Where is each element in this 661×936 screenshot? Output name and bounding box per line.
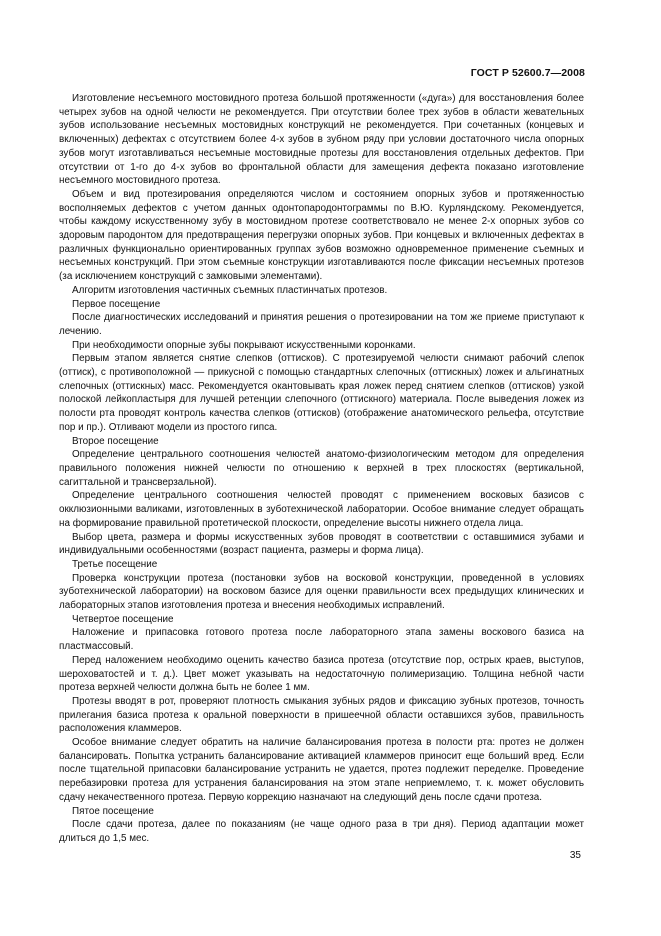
body-text [59,92,584,846]
document-id-header: ГОСТ Р 52600.7—2008 [470,67,585,79]
page-number: 35 [569,850,581,861]
paragraph-start-treatment: После диагностических исследований и принятия решения о протезировании на том же приеме приступают к лечению. [59,312,584,337]
paragraph-construction-check: Проверка конструкции протеза (постановки зубов на восковой конструкции, проведенной в условиях зуботехнической лаборатории) на восковом базисе для оценки правильности всех предыдущих клинических и лабораторных этапов изготовления протеза и внесения необходимых исправлений. [59,572,584,612]
heading-first-visit: Первое посещение [72,298,161,310]
heading-fifth-visit: Пятое посещение [72,805,154,817]
paragraph-bridge-prosthesis: Изготовление несъемного мостовидного протеза большой протяженности («дуга») для восстановления более четырех зубов на одной челюсти не рекомендуется. При отсутствии более трех зубов в области жевательных зубов использование несъемных мостовидных конструкций не рекомендуется. При сочетанных (концевых и включенных) дефектах с отсутствием более 4-х зубов в зубном ряду при условии достаточного числа опорных зубов могут изготавливаться несъемные мостовидные протезы для восстановления отдельных дефектов. При отсутствии от 1-го до 4-х зубов во фронтальной области для замещения дефекта показано изготовление несъемного мостовидного протеза. [59,93,584,187]
paragraph-base-quality: Перед наложением необходимо оценить качество базиса протеза (отсутствие пор, острых краев, выступов, шероховатостей и т. д.). Цвет может указывать на недостаточную полимеризацию. Толщина небной части протеза верхней челюсти должна быть не более 1 мм. [59,654,584,694]
paragraph-crowns: При необходимости опорные зубы покрывают искусственными коронками. [72,339,416,351]
heading-second-visit: Второе посещение [72,435,159,447]
paragraph-insertion: Протезы вводят в рот, проверяют плотность смыкания зубных рядов и фиксацию зубных протезов, точность прилегания базиса протеза к оральной поверхности в пришеечной области оставшихся зубов, правильность расположения кламмеров. [59,695,584,735]
paragraph-algorithm: Алгоритм изготовления частичных съемных пластинчатых протезов. [72,284,388,296]
paragraph-impressions: Первым этапом является снятие слепков (оттисков). С протезируемой челюсти снимают рабочий слепок (оттиск), с противоположной — прикусной с помощью стандартных слепочных (оттискных) ложек и альгинатных слепочных (оттискных) масс. Рекомендуется окантовывать края ложек перед снятием слепков (оттисков) узкой полоской лейкопластыря для лучшей ретенции слепочного (оттискного) материала. После выведения ложек из полости рта проводят контроль качества слепков (оттисков) (отображение анатомического рельефа, отсутствие пор и пр.). Отливают модели из простого гипса. [59,353,584,433]
paragraph-fitting: Наложение и припасовка готового протеза после лабораторного этапа замены воскового базиса на пластмассовый. [59,627,584,653]
paragraph-wax-bases: Определение центрального соотношения челюстей проводят с применением восковых базисов с окклюзионными валиками, изготовленных в зуботехнической лаборатории. Особое внимание следует обращать на формирование правильной протетической плоскости, определение высоты нижнего отдела лица. [59,490,584,529]
paragraph-adaptation: После сдачи протеза, далее по показаниям (не чаще одного раза в три дня). Период адаптации может длиться до 1,5 мес. [59,819,584,844]
paragraph-central-relation: Определение центрального соотношения челюстей анатомо-физиологическим методом для определения правильного положения нижней челюсти по отношению к верхней в трех плоскостях (вертикальной, сагиттальной и трансверзальной). [59,449,584,488]
paragraph-balancing: Особое внимание следует обратить на наличие балансирования протеза в полости рта: протез не должен балансировать. Попытка устранить балансирование активацией кламмеров приносит еще больший вред. Если после тщательной припасовки балансирование устранить не удается, протез подлежит переделке. Проведение перебазировки протеза для устранения балансирования на этом этапе неприемлемо, т. к. может обусловить сдачу некачественного протеза. Первую коррекцию назначают на следующий день после сдачи протеза. [59,737,584,803]
paragraph-prosthetics-scope: Объем и вид протезирования определяются числом и состоянием опорных зубов и протяженностью восполняемых дефектов с учетом данных одонтопародонтограммы по В.Ю. Курляндскому. Рекомендуется, чтобы каждому искусственному зубу в мостовидном протезе соответствовало не менее 2-х опорных зубов со здоровым пародонтом для предотвращения перегрузки опорных зубов. При концевых и включенных дефектах в различных функционально ориентированных группах зубов возможно одновременное применение съемных и несъемных конструкций. При этом съемные конструкции изготавливаются после фиксации несъемных протезов (за исключением конструкций с замковыми элементами). [59,188,584,283]
paragraph-teeth-selection: Выбор цвета, размера и формы искусственных зубов проводят в соответствии с оставшимися зубами и индивидуальными особенностями (возраст пациента, размеры и форма лица). [59,531,584,557]
heading-fourth-visit: Четвертое посещение [72,613,174,625]
heading-third-visit: Третье посещение [72,558,158,570]
